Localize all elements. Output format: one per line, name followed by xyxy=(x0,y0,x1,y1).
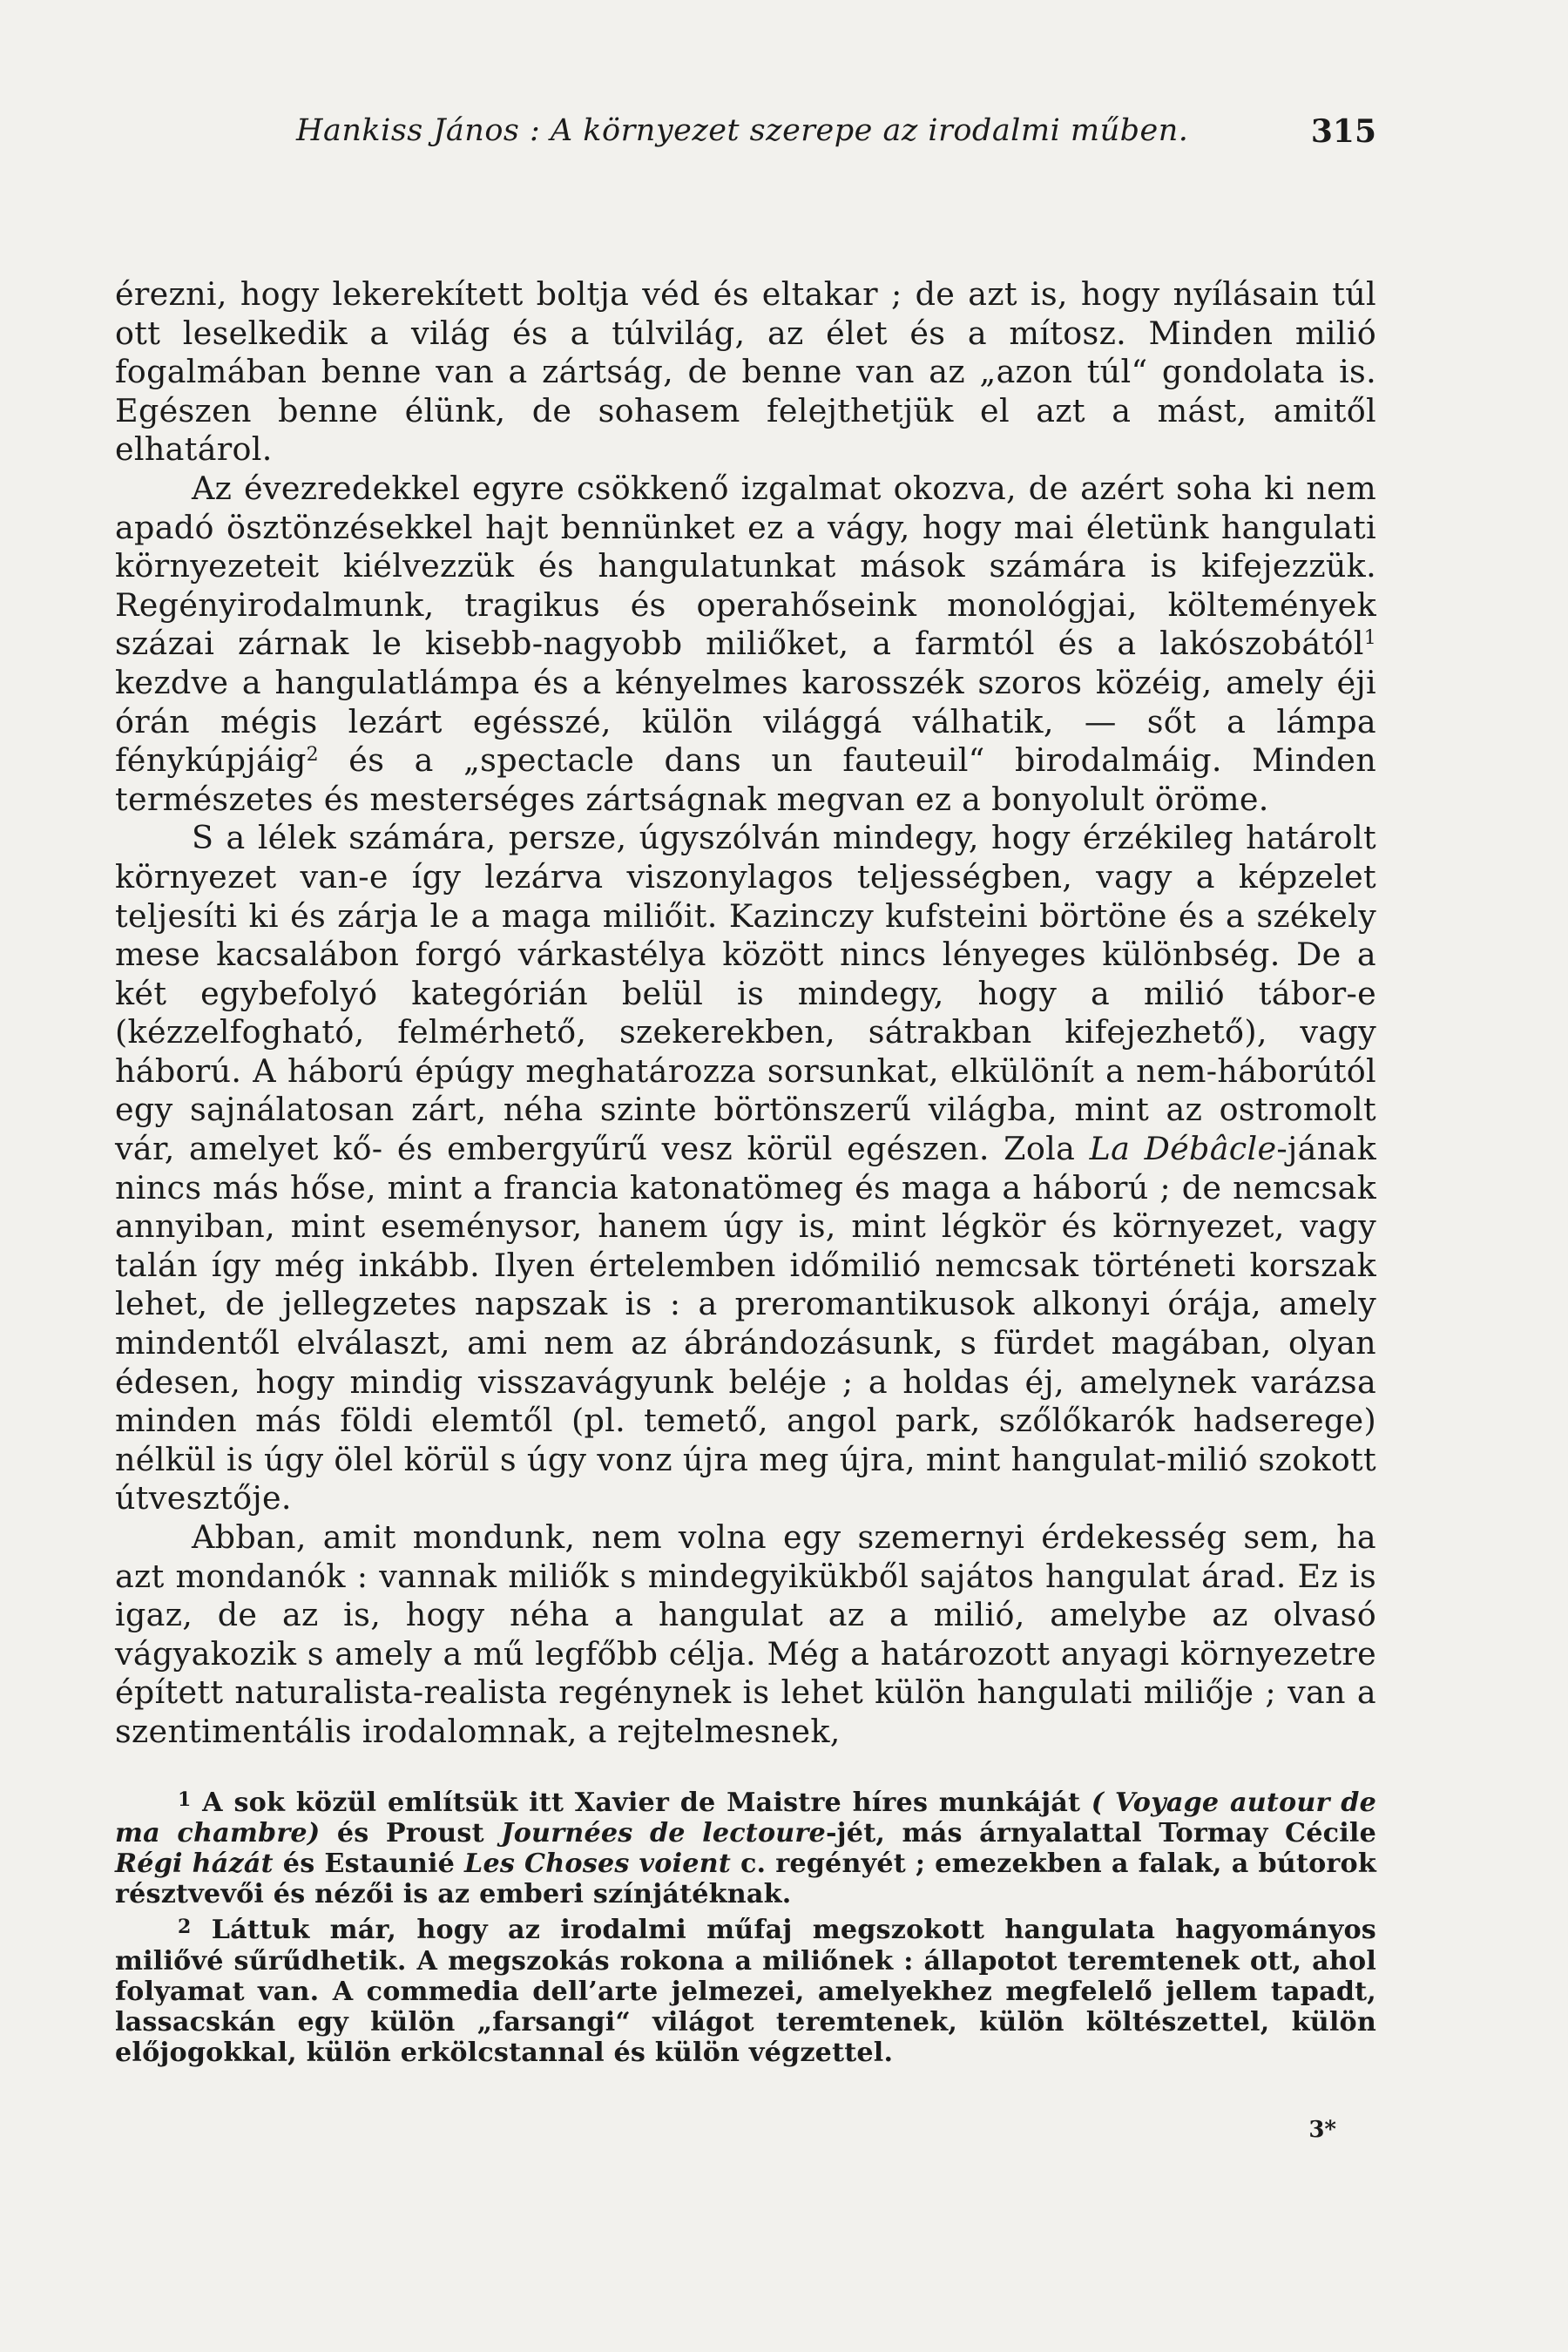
footnote-1-title-1: ( Voyage autour de ma chambre) xyxy=(115,1787,1376,1848)
paragraph-2-part-b: kezdve a hangulatlámpa és a kényelmes karosszék szoros közéig, amely éji órán mégis lezárt egésszé, külön világgá válhatik, — sőt a lámpa fénykúpjáig xyxy=(115,663,1376,780)
footnote-2-text: Láttuk már, hogy az irodalmi műfaj megszokott hangulata hagyományos miliővé sűrűdhetik. A megszokás rokona a miliőnek : állapotot teremtenek ott, ahol folyamat van. A commedia dell’arte jelmezei, amelyekhez megfelelő jellem tapadt, lassacskán egy külön „farsangi“ világot teremtenek, külön költészettel, külön előjogokkal, külön erkölcstannal és külön végzettel. xyxy=(115,1915,1376,2069)
footnote-1-title-3: Régi házát xyxy=(115,1848,274,1879)
footnote-1-mark: 1 xyxy=(178,1788,192,1811)
footnote-ref-2: 2 xyxy=(306,744,319,767)
footnote-1-part-e: c. regényét ; emezekben a falak, a bútorok résztvevői és nézői is az emberi színjátéknak. xyxy=(115,1848,1376,1910)
page-number: 315 xyxy=(1310,113,1376,150)
footnote-1-part-a: A sok közül említsük itt Xavier de Maistre híres munkáját xyxy=(191,1787,1092,1818)
footnote-1-title-4: Les Choses voient xyxy=(464,1848,731,1879)
footnote-ref-1: 1 xyxy=(1363,627,1376,650)
paragraph-1: érezni, hogy lekerekített boltja véd és eltakar ; de azt is, hogy nyílásain túl ott leselkedik a világ és a túlvilág, az élet és a mítosz. Minden milió fogalmában benne van a zártság, de benne van az „azon túl“ gondolata is. Egészen benne élünk, de sohasem felejthetjük el azt a mást, amitől elhatárol. xyxy=(115,275,1376,469)
footnote-1-part-c: -jét, más árnyalattal Tormay Cécile xyxy=(825,1817,1377,1848)
paragraph-3-part-a: S a lélek számára, persze, úgyszólván mindegy, hogy érzékileg határolt környezet van-e így lezárva viszonylagos teljességben, vagy a képzelet teljesíti ki és zárja le a maga miliőit. Kazinczy kufsteini börtöne és a székely mese kacsalábon forgó várkastélya között nincs lényeges különbség. De a két egybefolyó kategórián belül is mindegy, hogy a milió tábor-e (kézzelfogható, felmérhető, szekerekben, sátrakban kifejezhető), vagy háború. A háború épúgy meghatározza sorsunkat, elkülönít a nem-háborútól egy sajnálatosan zárt, néha szinte börtönszerű világba, mint az ostromolt vár, amelyet kő- és embergyűrű vesz körül egészen. Zola xyxy=(115,819,1376,1168)
footnotes xyxy=(115,1785,1376,2069)
book-page xyxy=(115,103,1376,2281)
paragraph-2 xyxy=(115,470,1376,819)
footnote-1 xyxy=(115,1785,1376,1910)
paragraph-2-part-a: Az évezredekkel egyre csökkenő izgalmat okozva, de azért soha ki nem apadó ösztönzésekkel hajt bennünket ez a vágy, hogy mai életünk hangulati környezeteit kiélvezzük és hangulatunkat mások számára is kifejezzük. Regényirodalmunk, tragikus és operahőseink monológjai, költemények százai zárnak le kisebb-nagyobb miliőket, a farmtól és a lakószobától xyxy=(115,469,1376,663)
paragraph-3 xyxy=(115,819,1376,1518)
footnote-2-mark: 2 xyxy=(178,1916,192,1939)
paragraph-4: Abban, amit mondunk, nem volna egy szemernyi érdekesség sem, ha azt mondanók : vannak miliők s mindegyikükből sajátos hangulat árad. Ez is igaz, de az is, hogy néha a hangulat az a milió, amelybe az olvasó vágyakozik s amely a mű legfőbb célja. Még a határozott anyagi környezetre épített naturalista-realista regénynek is lehet külön hangulati miliője ; van a szentimentális irodalomnak, a rejtelmesnek, xyxy=(115,1518,1376,1750)
footnote-2 xyxy=(115,1912,1376,2068)
paragraph-2-part-c: és a „spectacle dans un fauteuil“ birodalmáig. Minden természetes és mesterséges zártságnak megvan ez a bonyolult öröme. xyxy=(115,741,1376,818)
footnote-1-part-b: és Proust xyxy=(320,1817,502,1848)
paragraph-3-part-b: -jának nincs más hőse, mint a francia katonatömeg és maga a háború ; de nemcsak annyiban, mint eseménysor, hanem úgy is, mint légkör és környezet, vagy talán így még inkább. Ilyen értelemben időmilió nemcsak történeti korszak lehet, de jellegzetes napszak is : a preromantikusok alkonyi órája, amely mindentől elválaszt, ami nem az ábrándozásunk, s fürdet magában, olyan édesen, hogy mindig visszavágyunk beléje ; a holdas éj, amelynek varázsa minden más földi elemtől (pl. temető, angol park, szőlőkarók hadserege) nélkül is úgy ölel körül s úgy vonz újra meg újra, mint hangulat-milió szokott útvesztője. xyxy=(115,1130,1376,1517)
signature-mark: 3* xyxy=(1308,2117,1336,2143)
book-title-debacle: La Débâcle xyxy=(1089,1130,1277,1168)
running-title: Hankiss János : A környezet szerepe az irodalmi műben. xyxy=(296,113,1189,148)
footnote-1-part-d: és Estaunié xyxy=(273,1848,465,1879)
running-head xyxy=(115,103,1376,164)
footnote-1-title-2: Journées de lectoure xyxy=(501,1817,826,1848)
main-text xyxy=(115,275,1376,1752)
